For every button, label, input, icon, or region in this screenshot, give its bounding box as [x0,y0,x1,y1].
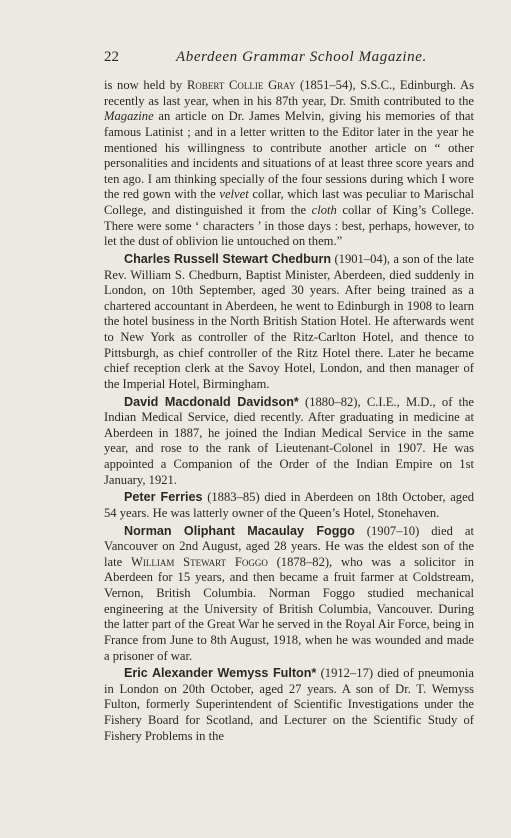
magazine-italic: Magazine [104,109,154,124]
obituary-text: (1912–17) died of pneumonia in London on 20th October, aged 27 years. A son of Dr. T. Wemyss Fulton, formerly Superintendent of Scientific Investigations under the Fishery Board for Scotland, and Lecturer on the Scientific Study of Fishery Problems in the [104,666,474,743]
obituary-fulton [104,666,474,744]
obituary-name: David Macdonald Davidson* [124,394,299,409]
running-title: Aberdeen Grammar School Magazine. [176,49,427,65]
obituary-name: Charles Russell Stewart Chedburn [124,251,332,266]
obituary-davidson [104,395,474,489]
cloth-italic: cloth [311,203,337,217]
obituary-text: (1880–82), C.I.E., M.D., of the Indian Medical Service, died recently. After graduating in medicine at Aberdeen in 1887, he joined the Indian Medical Service in the same year, and rose to the rank of Lieutenant-Colonel in 1907. He was appointed a Companion of the Order of the Indian Empire on 1st January, 1921. [104,394,474,487]
person-name-robert-collie-gray: Robert Collie Gray [187,78,296,92]
paragraph-gray: is now held by Robert Collie Gray (1851–54), S.S.C., Edinburgh. As recently as last year, when in his 87th year, Dr. Smith contributed to the Magazine an article on Dr. James Melvin, giving his memories of that famous Latinist ; and in a letter written to the Editor later in the year he mentioned his willingness to contribute another article on “ other personalities and incidents and situations of at least three score years and ten ago. I am thinking specially of the four sessions during which I wore the red gown with the velvet collar, which last was peculiar to Marischal College, and distinguished it from the cloth collar of King’s College. There were some ‘ characters ’ in those days : best, perhaps, however, to let the dust of oblivion lie untouched on them.” [104,78,474,249]
article-text [104,78,474,746]
page-header [104,47,474,67]
obituary-name: Norman Oliphant Macaulay Foggo [124,523,355,538]
velvet-italic: velvet [219,187,249,202]
obituary-text: (1883–85) died in Aberdeen on 18th October, aged 54 years. He was latterly owner of the Queen’s Hotel, Stonehaven. [104,490,474,520]
obituary-ferries [104,490,474,521]
obituary-chedburn [104,252,474,393]
person-name-william-stewart-foggo: William Stewart Foggo [130,554,268,569]
obituary-name: Peter Ferries [124,490,203,505]
page-number: 22 [104,49,119,65]
obituary-foggo: Norman Oliphant Macaulay Foggo (1907–10) died at Vancouver on 2nd August, aged 28 years. He was the eldest son of the late William Stewart Foggo (1878–82), who was a solicitor in Aberdeen for 15 years, and then became a fruit farmer at Coldstream, Vernon, British Columbia. Norman Foggo studied mechanical engineering at the University of British Columbia, Vancouver. During the latter part of the Great War he served in the Royal Air Force, being in France from June to 8th August, 1918, when he was wounded and made a prisoner of war. [104,523,474,663]
obituary-text: (1901–04), a son of the late Rev. William S. Chedburn, Baptist Minister, Aberdeen, died suddenly in London, on 10th September, aged 30 years. After being trained as a chartered accountant in Aberdeen, he went to Edinburgh in 1908 to learn the hotel business in the North British Station Hotel. He afterwards went to New York as controller of the Ritz-Carlton Hotel, and thence to Pittsburgh, as chief controller of the Ritz Hotel there. Later he became chief reception clerk at the Savoy Hotel, London, and then manager of the Imperial Hotel, Birmingham. [104,251,474,391]
obituary-name: Eric Alexander Wemyss Fulton* [124,666,317,681]
